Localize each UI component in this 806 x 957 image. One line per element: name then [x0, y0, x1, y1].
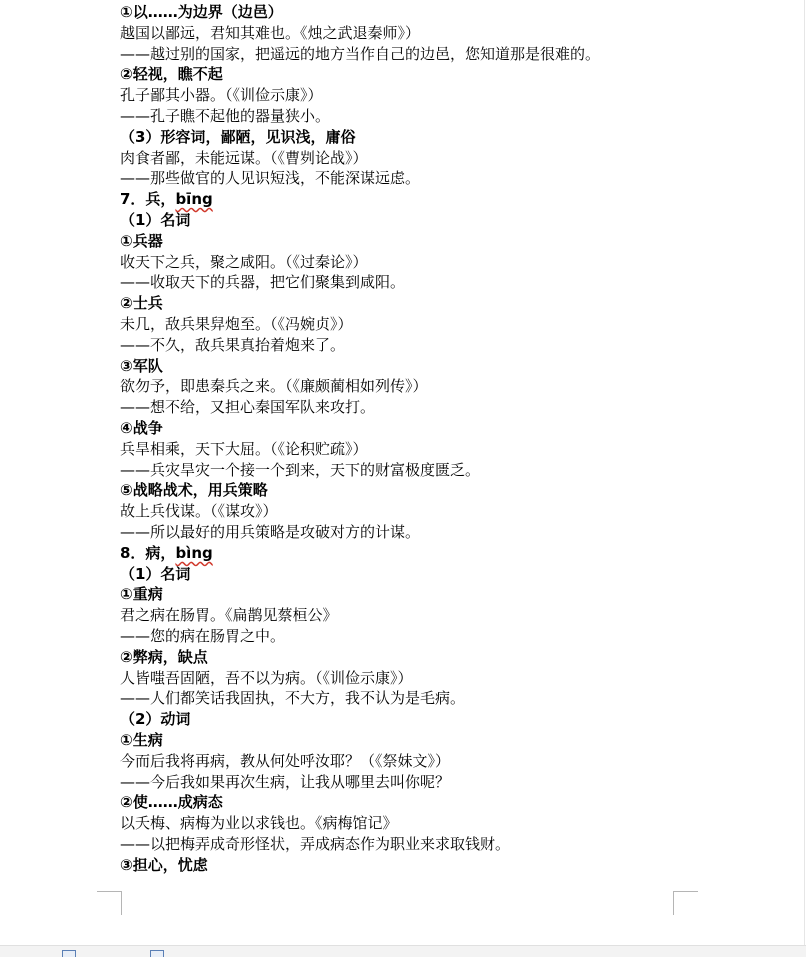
text-line: [120, 460, 480, 480]
line-text: ①生病: [120, 731, 163, 749]
line-text: ③担心，忧虑: [120, 855, 208, 874]
heading-line: [120, 64, 223, 84]
text-line: [120, 376, 428, 396]
line-text: 以夭梅、病梅为业以求钱也。《病梅馆记》: [120, 814, 398, 833]
text-line: [120, 397, 375, 417]
line-text: 肉食者鄙，未能远谋。（《曹刿论战》）: [120, 148, 368, 167]
line-text: ①重病: [120, 585, 163, 604]
line-text: ——想不给，又担心秦国军队来攻打。: [120, 398, 376, 417]
line-text: 孔子鄙其小器。（《训俭示康》）: [120, 86, 323, 105]
line-text: 故上兵伐谋。（《谋攻》）: [120, 502, 278, 521]
status-bar: [0, 945, 806, 957]
line-text: ②士兵: [120, 294, 163, 313]
page-corner-mark-right-horizontal: [673, 891, 698, 892]
heading-line: [120, 210, 190, 230]
line-text: 人皆嗤吾固陋，吾不以为病。（《训俭示康》）: [120, 668, 413, 687]
page-right-edge: [804, 0, 805, 945]
text-line: [120, 252, 368, 272]
heading-line: [120, 730, 163, 750]
line-text: 今而后我将再病，教从何处呼汝耶？（《祭妹文》）: [120, 751, 451, 770]
text-line: [120, 148, 368, 168]
heading-line: [120, 231, 163, 251]
line-text: ——所以最好的用兵策略是攻破对方的计谋。: [120, 523, 421, 541]
line-text: （3）形容词，鄙陋，见识浅，庸俗: [120, 127, 356, 146]
line-text: 7．兵，: [120, 190, 176, 209]
line-text: ③军队: [120, 356, 163, 375]
heading-line: [120, 418, 163, 438]
text-line: [120, 168, 420, 188]
pinyin-text: bìng: [175, 543, 213, 562]
line-text: 兵旱相乘，天下大屈。（《论积贮疏》）: [120, 439, 368, 458]
line-text: 越国以鄙远，君知其难也。《烛之武退秦师》）: [120, 23, 421, 42]
line-text: ——不久，敌兵果真抬着炮来了。: [120, 335, 346, 354]
heading-line: [120, 293, 163, 313]
line-text: ——人们都笑话我固执，不大方，我不认为是毛病。: [120, 689, 466, 708]
line-text: ——今后我如果再次生病，让我从哪里去叫你呢？: [120, 772, 451, 791]
line-text: ①兵器: [120, 231, 163, 250]
line-text: ②弊病，缺点: [120, 647, 208, 666]
heading-line: [120, 709, 190, 729]
heading-line: [120, 855, 208, 875]
page-corner-mark-left-horizontal: [97, 891, 121, 892]
text-line: [120, 314, 353, 334]
text-line: [120, 668, 413, 688]
line-text: ——收取天下的兵器，把它们聚集到咸阳。: [120, 273, 406, 292]
text-line: [120, 605, 338, 625]
text-line: [120, 522, 420, 542]
heading-line: [120, 543, 213, 563]
line-text: ——您的病在肠胃之中。: [120, 627, 286, 645]
text-line: [120, 272, 405, 292]
text-line: [120, 44, 600, 64]
heading-line: [120, 356, 163, 376]
heading-line: [120, 792, 223, 812]
text-line: [120, 23, 420, 43]
heading-line: [120, 647, 208, 667]
line-text: （2）动词: [120, 710, 191, 729]
line-text: （1）名词: [120, 211, 191, 229]
heading-line: [120, 564, 190, 584]
line-text: ——兵灾旱灾一个接一个到来，天下的财富极度匮乏。: [120, 460, 481, 479]
text-line: [120, 439, 368, 459]
line-text: ②使……成病态: [120, 793, 223, 812]
line-text: 收天下之兵，聚之咸阳。（《过秦论》）: [120, 252, 368, 271]
page-corner-mark-right: [673, 891, 698, 915]
line-text: ①以……为边界（边邑）: [120, 3, 283, 21]
text-line: [120, 335, 345, 355]
line-text: ⑤战略战术，用兵策略: [120, 481, 268, 500]
text-line: [120, 106, 330, 126]
line-text: （1）名词: [120, 564, 191, 583]
text-line: [120, 688, 465, 708]
text-line: [120, 834, 510, 854]
line-text: ——越过别的国家，把遥远的地方当作自己的边邑，您知道那是很难的。: [120, 44, 601, 63]
text-line: [120, 772, 450, 792]
text-line: [120, 751, 450, 771]
heading-line: [120, 127, 355, 147]
heading-line: [120, 480, 268, 500]
pinyin-text: bīng: [175, 190, 213, 209]
text-line: [120, 626, 285, 646]
page-corner-mark-left: [97, 891, 122, 915]
text-line: [120, 813, 398, 833]
text-line: [120, 85, 323, 105]
text-line: [120, 501, 278, 521]
line-text: ④战争: [120, 419, 163, 437]
heading-line: [120, 584, 163, 604]
heading-line: [120, 2, 283, 22]
document-icon[interactable]: [150, 950, 164, 957]
line-text: ——以把梅弄成奇形怪状，弄成病态作为职业来求取钱财。: [120, 835, 511, 853]
line-text: 欲勿予，即患秦兵之来。（《廉颇蔺相如列传》）: [120, 377, 428, 396]
line-text: ②轻视，瞧不起: [120, 65, 223, 84]
line-text: ——那些做官的人见识短浅，不能深谋远虑。: [120, 169, 421, 188]
page-view-icon[interactable]: [62, 950, 76, 957]
line-text: 君之病在肠胃。《扁鹊见蔡桓公》: [120, 606, 338, 625]
heading-line: [120, 189, 213, 209]
line-text: 8．病，: [120, 543, 176, 562]
line-text: ——孔子瞧不起他的器量狭小。: [120, 107, 331, 125]
line-text: 未几，敌兵果舁炮至。（《冯婉贞》）: [120, 315, 353, 333]
